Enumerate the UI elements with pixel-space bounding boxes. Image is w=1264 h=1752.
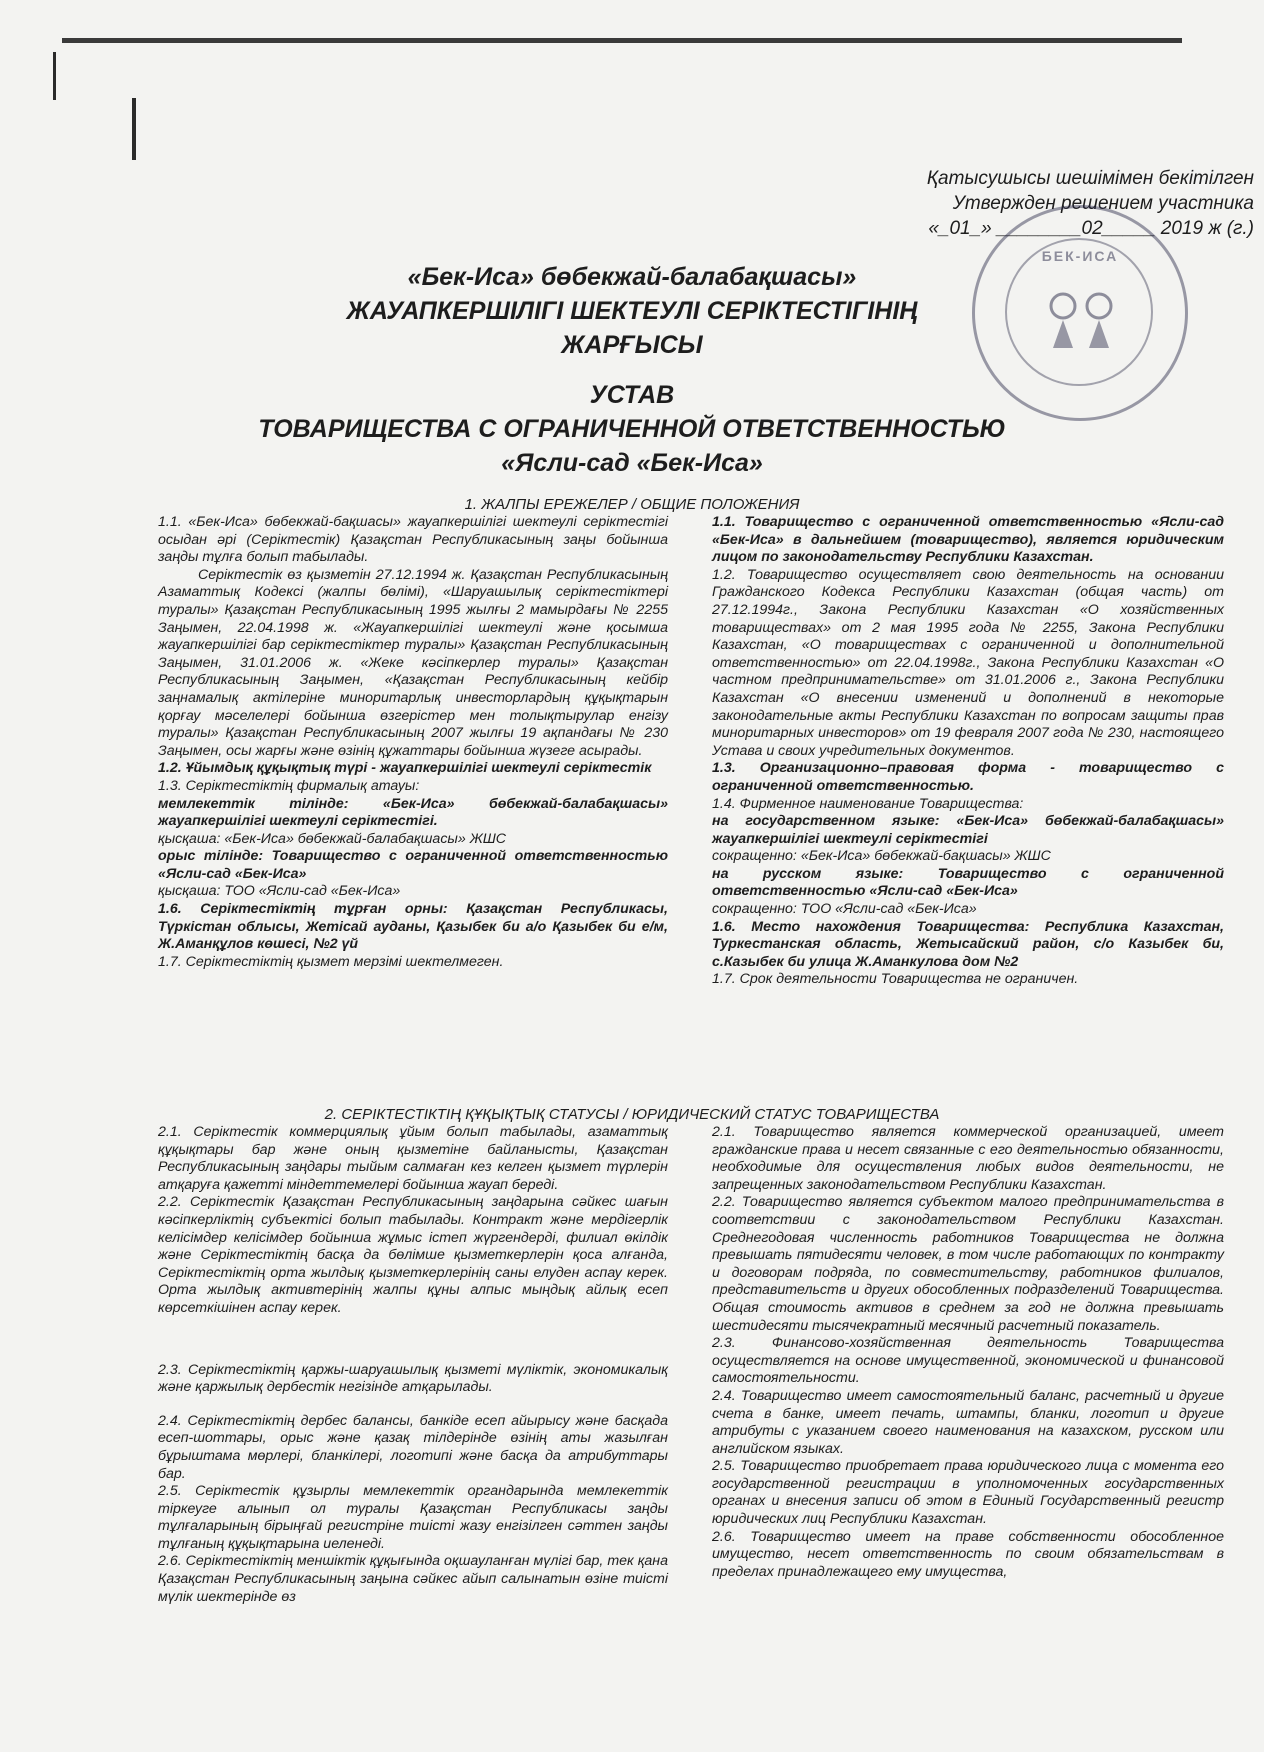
ru-2-4: 2.4. Товарищество имеет самостоятельный баланс, расчетный и другие счета в банке, имеет печать, штампы, бланки, логотип и другие атрибуты с указанием своего наименования на казахском, русском или английском языках. — [712, 1387, 1224, 1457]
approval-line-ru: Утвержден решением участника — [952, 193, 1254, 214]
ru-1-2: 1.2. Товарищество осуществляет свою деятельность на основании Гражданского Кодекса Республики Казахстан (общая часть) от 27.12.1994г., Закона Республики Казахстан «О хозяйственных товариществах» от 2 мая 1995 года № 2255, Закона Республики Казахстан, «О товариществах с ограниченной и дополнительной ответственностью» от 22.04.1998г., Закона Республики Казахстан «О частном предпринимательстве» от 31.01.2006 г., Закона Республики Казахстан «О внесении изменений и дополнений в некоторые законодательные акты Республики Казахстан по вопросам защиты прав миноритарных инвесторов» от 19 февраля 2007 года № 230, настоящего Устава и своих учредительных документов. — [712, 566, 1224, 759]
title-kz — [0, 260, 1264, 362]
kz-2-6: 2.6. Серіктестіктің меншіктік құқығында оқшауланған мүлігі бар, тек қана Қазақстан Республикасының заңына сәйкес айып салынатын өзіне тиісті мүлік шектерінде өз — [158, 1553, 668, 1605]
section-2-kz-column — [158, 1124, 668, 1606]
scan-top-edge — [62, 38, 1182, 43]
section-1-heading: 1. ЖАЛПЫ ЕРЕЖЕЛЕР / ОБЩИЕ ПОЛОЖЕНИЯ — [464, 496, 800, 513]
kz-1-3-ru: орыс тілінде: Товарищество с ограниченной ответственностью «Ясли-сад «Бек-Иса» — [158, 848, 668, 882]
ru-1-4-short: сокращенно: «Бек-Иса» бөбекжай-бақшасы» ЖШС — [712, 848, 1051, 865]
kz-2-5: 2.5. Серіктестік құзырлы мемлекеттік органдарында мемлекеттік тіркеуге алынып ол туралы Қазақстан Республикасы заңды тұлғаларының бірыңғай регистріне тиісті жазу енгізілген сәттен заңды тұлғаның құқықтарына иеленеді. — [158, 1483, 668, 1552]
ru-1-1: 1.1. Товарищество с ограниченной ответственностью «Ясли-сад «Бек-Иса» в дальнейшем (товарищество), является юридическим лицом по законодательству Республики Казахстан. — [712, 514, 1224, 566]
title-ru — [0, 378, 1264, 480]
approval-date: «_01_» ________02_____ 2019 ж (г.) — [928, 218, 1254, 239]
kz-2-1: 2.1. Серіктестік коммерциялық ұйым болып табылады, азаматтық құқықтары бар және оның қызметіне байланысты, Қазақстан Республикасының заңдары тыйым салмаған кез келген қызмет түрлерін атқаруға қажетті міндеттемелері бойынша жауап береді. — [158, 1124, 668, 1193]
section-2-heading: 2. СЕРІКТЕСТІКТІҢ ҚҰҚЫҚТЫҚ СТАТУСЫ / ЮРИДИЧЕСКИЙ СТАТУС ТОВАРИЩЕСТВА — [324, 1106, 940, 1123]
kz-1-1-cont: Серіктестік өз қызметін 27.12.1994 ж. Қазақстан Республикасының Азаматтық Кодексі (жалпы бөлімі), «Шаруашылық серіктестіктері туралы» Қазақстан Республикасының 1995 жылғы 2 мамырдағы № 2255 Заңымен, 22.04.1998 ж. «Жауапкершілігі шектеулі және қосымша жауапкершілігі бар серіктестіктер туралы» Қазақстан Республикасының Заңымен, 31.01.2006 ж. «Жеке кәсіпкерлер туралы» Қазақстан Республикасының Заңымен, «Қазақстан Республикасының кейбір заңнамалық актілеріне миноритарлық инвесторлардың құқықтарын қорғау мәселелері бойынша өзгерістер мен толықтырулар енгізу туралы» Қазақстан Республикасының 2007 жылғы 19 ақпандағы № 230 Заңымен, осы жарғы және өзінің құжаттары бойынша жүзеге асырады. — [158, 566, 668, 759]
kz-1-3-short: қысқаша: «Бек-Иса» бөбекжай-балабақшасы» ЖШС — [158, 830, 507, 847]
ru-1-4-state: на государственном языке: «Бек-Иса» бөбекжай-балабақшасы» жауапкершілігі шектеулі серіктестігі — [712, 813, 1224, 847]
ru-1-4-ru: на русском языке: Товарищество с ограниченной ответственностью «Ясли-сад «Бек-Иса» — [712, 865, 1224, 900]
kz-1-3-state: мемлекеттік тілінде: «Бек-Иса» бөбекжай-балабақшасы» жауапкершілігі шектеулі серіктестігі. — [158, 795, 668, 830]
ru-1-6: 1.6. Место нахождения Товарищества: Республика Казахстан, Туркестанская область, Жетысайский район, с/о Казыбек би, с.Казыбек би улица Ж.Аманкулова дом №2 — [712, 918, 1224, 970]
ru-1-4-ru-short: сокращенно: ТОО «Ясли-сад «Бек-Иса» — [712, 901, 977, 918]
kz-1-3-ru-short: қысқаша: ТОО «Ясли-сад «Бек-Иса» — [158, 883, 401, 900]
kz-1-3: 1.3. Серіктестіктің фирмалық атауы: — [158, 777, 420, 794]
ru-1-4: 1.4. Фирменное наименование Товарищества: — [712, 795, 1024, 812]
section-1-kz-column — [158, 514, 668, 971]
title-kz-line-1: «Бек-Иса» бөбекжай-балабақшасы» — [407, 263, 857, 291]
title-ru-line-3: «Ясли-сад «Бек-Иса» — [501, 449, 763, 477]
title-kz-line-3: ЖАРҒЫСЫ — [561, 331, 703, 359]
scan-left-mark-2 — [132, 98, 136, 160]
ru-2-6: 2.6. Товарищество имеет на праве собственности обособленное имущество, несет ответственность по своим обязательствам в пределах принадлежащего ему имущества, — [712, 1528, 1224, 1580]
ru-2-3: 2.3. Финансово-хозяйственная деятельность Товарищества осуществляется на основе имущественной, экономической и финансовой самостоятельности. — [712, 1335, 1224, 1387]
scan-left-mark — [53, 52, 56, 100]
section-1-ru-column — [712, 514, 1224, 989]
kz-1-2: 1.2. Ұйымдық құқықтық түрі - жауапкершілігі шектеулі серіктестік — [158, 760, 652, 777]
ru-2-5: 2.5. Товарищество приобретает права юридического лица с момента его государственной регистрации в уполномоченных государственных органах и внесения записи об этом в Единый Государственный регистр юридических лиц Республики Казахстан. — [712, 1458, 1224, 1528]
section-2-ru-column — [712, 1124, 1224, 1581]
ru-1-3: 1.3. Организационно–правовая форма - товарищество с ограниченной ответственностью. — [712, 760, 1224, 794]
title-ru-line-2: ТОВАРИЩЕСТВА С ОГРАНИЧЕННОЙ ОТВЕТСТВЕННОСТЬЮ — [258, 415, 1006, 443]
kz-1-7: 1.7. Серіктестіктің қызмет мерзімі шектелмеген. — [158, 953, 504, 970]
ru-2-1: 2.1. Товарищество является коммерческой организацией, имеет гражданские права и несет связанные с его деятельностью обязанности, необходимые для осуществления любых видов деятельности, не запрещенных законодательством Республики Казахстан. — [712, 1124, 1224, 1193]
kz-2-3: 2.3. Серіктестіктің қаржы-шаруашылық қызметі мүліктік, экономикалық және қаржылық дербестік негізінде атқарылады. — [158, 1361, 668, 1396]
kz-1-6: 1.6. Серіктестіктің тұрған орны: Қазақстан Республикасы, Түркістан облысы, Жетісай ауданы, Қазыбек би а/о Қазыбек би е/м, Ж.Аманқұлов көшесі, №2 үй — [158, 901, 668, 953]
ru-1-7: 1.7. Срок деятельности Товарищества не ограничен. — [712, 971, 1079, 988]
kz-2-4: 2.4. Серіктестіктің дербес балансы, банкіде есеп айырысу және басқада есеп-шоттары, орыс және қазақ тілдерінде өзінің аты жазылған бұрыштама мөрлері, бланкілері, логотипі және басқа да атрибуттары бар. — [158, 1412, 668, 1482]
ru-2-2: 2.2. Товарищество является субъектом малого предпринимательства в соответствии с законодательством Республики Казахстан. Среднегодовая численность работников Товарищества не должна превышать пятидесяти человек, в том числе работающих по контракту и договорам подряда, по совместительству, работников филиалов, представительств и других обособленных подразделений Товарищества. Общая стоимость активов в среднем за год не должна превышать шестидесяти тысячекратный месячный расчетный показатель. — [712, 1194, 1224, 1334]
title-ru-line-1: УСТАВ — [589, 381, 675, 409]
kz-1-1: 1.1. «Бек-Иса» бөбекжай-бақшасы» жауапкершілігі шектеулі серіктестігі осыдан әрі (Серіктестік) Қазақстан Республикасының заңы бойынша заңды тұлға болып табылады. — [158, 514, 668, 566]
seal-text: БЕК-ИСА — [1041, 248, 1119, 264]
approval-line-kz: Қатысушысы шешімімен бекітілген — [926, 168, 1254, 189]
title-kz-line-2: ЖАУАПКЕРШІЛІГІ ШЕКТЕУЛІ СЕРІКТЕСТІГІНІҢ — [346, 297, 918, 325]
kz-2-2: 2.2. Серіктестік Қазақстан Республикасының заңдарына сәйкес шағын кәсіпкерліктің субъектісі болып табылады. Контракт және мердігерлік келісімдер келісімдер бойынша жұмыс істеп жүргендерді, филиал өкілдік және Серіктестіктің басқа да бөлімше қызметкерлерін қоса алғанда, Серіктестіктің орта жылдық қызметкерлерінің саны елуден аспау керек. Орта жылдық активтерінің жалпы құны алпыс мыңдық айлық есеп көрсеткішінен аспау керек. — [158, 1194, 668, 1316]
